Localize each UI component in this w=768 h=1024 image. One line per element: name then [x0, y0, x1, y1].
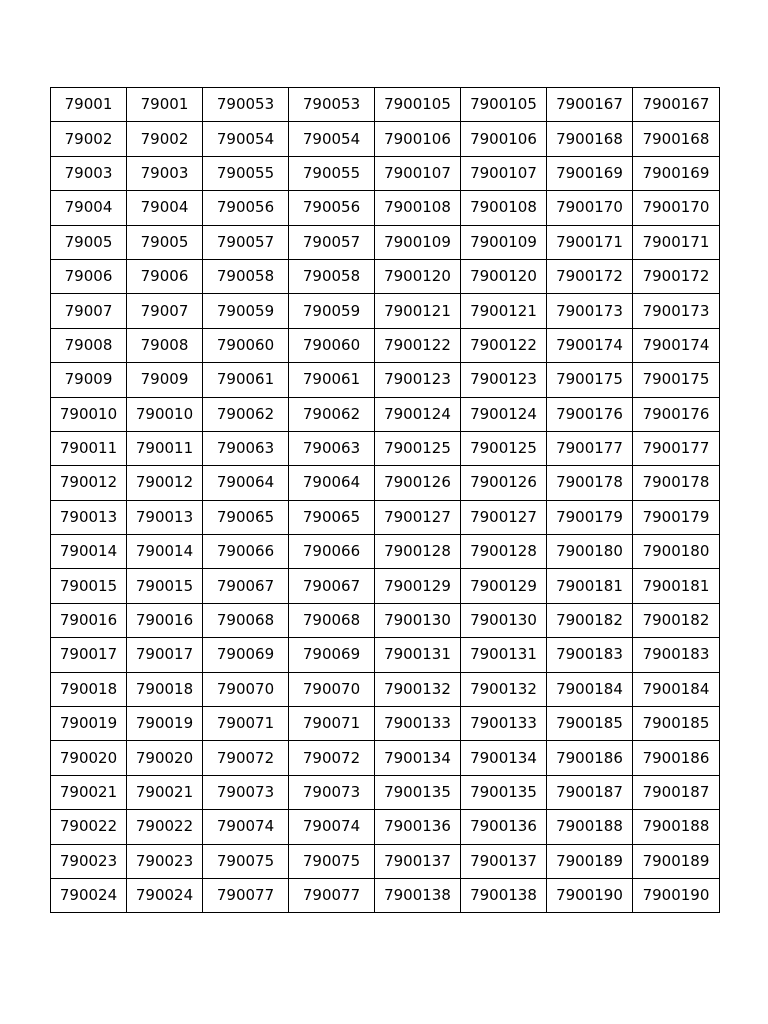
- table-cell: 790058: [289, 259, 375, 293]
- table-cell: 79006: [51, 259, 127, 293]
- table-cell: 790057: [289, 225, 375, 259]
- table-cell: 790075: [203, 844, 289, 878]
- table-cell: 790064: [289, 466, 375, 500]
- table-cell: 79006: [127, 259, 203, 293]
- table-cell: 7900177: [633, 431, 720, 465]
- table-cell: 790060: [289, 328, 375, 362]
- table-cell: 7900184: [633, 672, 720, 706]
- table-cell: 790012: [51, 466, 127, 500]
- table-cell: 790055: [289, 156, 375, 190]
- table-row: [51, 878, 720, 912]
- table-cell: 790061: [289, 363, 375, 397]
- table-cell: 790011: [51, 431, 127, 465]
- table-cell: 790022: [51, 810, 127, 844]
- table-cell: 7900125: [461, 431, 547, 465]
- table-cell: 790067: [289, 569, 375, 603]
- table-cell: 7900173: [633, 294, 720, 328]
- table-cell: 790018: [127, 672, 203, 706]
- table-cell: 790015: [51, 569, 127, 603]
- table-cell: 790022: [127, 810, 203, 844]
- table-cell: 7900107: [461, 156, 547, 190]
- table-cell: 79003: [51, 156, 127, 190]
- table-cell: 790066: [289, 535, 375, 569]
- table-cell: 7900178: [633, 466, 720, 500]
- table-cell: 790010: [127, 397, 203, 431]
- table-cell: 790064: [203, 466, 289, 500]
- table-cell: 7900129: [375, 569, 461, 603]
- table-cell: 7900189: [547, 844, 633, 878]
- table-cell: 7900133: [461, 707, 547, 741]
- table-row: [51, 397, 720, 431]
- table-cell: 7900182: [633, 603, 720, 637]
- table-cell: 79007: [51, 294, 127, 328]
- table-cell: 7900173: [547, 294, 633, 328]
- table-cell: 7900138: [461, 878, 547, 912]
- table-cell: 790011: [127, 431, 203, 465]
- table-cell: 7900135: [461, 775, 547, 809]
- table-cell: 790010: [51, 397, 127, 431]
- table-row: [51, 225, 720, 259]
- table-cell: 7900185: [547, 707, 633, 741]
- table-row: [51, 328, 720, 362]
- table-cell: 790019: [127, 707, 203, 741]
- table-cell: 790021: [127, 775, 203, 809]
- table-cell: 79008: [127, 328, 203, 362]
- table-cell: 790019: [51, 707, 127, 741]
- table-cell: 790013: [127, 500, 203, 534]
- table-cell: 79007: [127, 294, 203, 328]
- table-cell: 7900131: [461, 638, 547, 672]
- table-cell: 790072: [289, 741, 375, 775]
- table-cell: 7900169: [547, 156, 633, 190]
- table-cell: 7900125: [375, 431, 461, 465]
- table-cell: 7900180: [547, 535, 633, 569]
- table-cell: 7900185: [633, 707, 720, 741]
- table-cell: 790054: [289, 122, 375, 156]
- table-cell: 7900190: [633, 878, 720, 912]
- table-cell: 7900189: [633, 844, 720, 878]
- table-cell: 7900186: [547, 741, 633, 775]
- table-cell: 79009: [51, 363, 127, 397]
- table-cell: 7900138: [375, 878, 461, 912]
- table-cell: 7900107: [375, 156, 461, 190]
- table-cell: 7900135: [375, 775, 461, 809]
- table-cell: 790024: [51, 878, 127, 912]
- table-cell: 790075: [289, 844, 375, 878]
- table-cell: 790070: [203, 672, 289, 706]
- table-cell: 7900187: [633, 775, 720, 809]
- table-cell: 790017: [127, 638, 203, 672]
- table-cell: 7900123: [375, 363, 461, 397]
- table-cell: 7900181: [633, 569, 720, 603]
- table-row: [51, 638, 720, 672]
- table-cell: 790074: [289, 810, 375, 844]
- table-cell: 7900183: [547, 638, 633, 672]
- table-cell: 7900105: [461, 88, 547, 122]
- table-cell: 7900106: [461, 122, 547, 156]
- table-cell: 7900121: [461, 294, 547, 328]
- table-cell: 790065: [203, 500, 289, 534]
- table-row: [51, 603, 720, 637]
- table-cell: 7900122: [375, 328, 461, 362]
- table-cell: 790070: [289, 672, 375, 706]
- table-cell: 790062: [203, 397, 289, 431]
- table-cell: 7900179: [633, 500, 720, 534]
- table-cell: 790018: [51, 672, 127, 706]
- table-cell: 7900167: [547, 88, 633, 122]
- table-cell: 7900120: [375, 259, 461, 293]
- table-cell: 7900174: [547, 328, 633, 362]
- table-body: [51, 88, 720, 913]
- table-cell: 7900108: [375, 191, 461, 225]
- table-cell: 79003: [127, 156, 203, 190]
- table-cell: 7900123: [461, 363, 547, 397]
- table-cell: 790053: [289, 88, 375, 122]
- table-cell: 790069: [289, 638, 375, 672]
- table-cell: 7900128: [461, 535, 547, 569]
- table-cell: 7900170: [547, 191, 633, 225]
- table-cell: 790055: [203, 156, 289, 190]
- table-cell: 790057: [203, 225, 289, 259]
- table-cell: 7900134: [461, 741, 547, 775]
- table-cell: 790072: [203, 741, 289, 775]
- table-cell: 7900182: [547, 603, 633, 637]
- table-cell: 7900188: [633, 810, 720, 844]
- table-cell: 790071: [203, 707, 289, 741]
- table-cell: 7900174: [633, 328, 720, 362]
- table-cell: 7900175: [547, 363, 633, 397]
- table-row: [51, 500, 720, 534]
- table-cell: 790014: [127, 535, 203, 569]
- table-cell: 790063: [289, 431, 375, 465]
- table-cell: 790073: [289, 775, 375, 809]
- table-cell: 7900106: [375, 122, 461, 156]
- table-cell: 790020: [51, 741, 127, 775]
- table-row: [51, 466, 720, 500]
- table-cell: 79004: [127, 191, 203, 225]
- table-cell: 790056: [289, 191, 375, 225]
- table-row: [51, 672, 720, 706]
- table-cell: 790059: [289, 294, 375, 328]
- table-cell: 790020: [127, 741, 203, 775]
- table-cell: 790077: [289, 878, 375, 912]
- table-cell: 790053: [203, 88, 289, 122]
- table-cell: 7900172: [633, 259, 720, 293]
- table-cell: 7900184: [547, 672, 633, 706]
- table-row: [51, 88, 720, 122]
- table-cell: 7900136: [375, 810, 461, 844]
- table-cell: 790021: [51, 775, 127, 809]
- table-cell: 7900168: [547, 122, 633, 156]
- table-cell: 79002: [51, 122, 127, 156]
- table-row: [51, 294, 720, 328]
- table-cell: 7900129: [461, 569, 547, 603]
- table-cell: 7900137: [375, 844, 461, 878]
- table-row: [51, 156, 720, 190]
- table-cell: 7900179: [547, 500, 633, 534]
- table-cell: 7900172: [547, 259, 633, 293]
- table-cell: 7900190: [547, 878, 633, 912]
- table-cell: 7900171: [633, 225, 720, 259]
- table-cell: 790017: [51, 638, 127, 672]
- table-cell: 79005: [51, 225, 127, 259]
- table-cell: 79004: [51, 191, 127, 225]
- table-cell: 7900175: [633, 363, 720, 397]
- table-cell: 7900178: [547, 466, 633, 500]
- table-cell: 7900109: [375, 225, 461, 259]
- table-cell: 790065: [289, 500, 375, 534]
- table-cell: 790069: [203, 638, 289, 672]
- table-cell: 790074: [203, 810, 289, 844]
- table-cell: 790054: [203, 122, 289, 156]
- table-cell: 790068: [289, 603, 375, 637]
- table-cell: 7900168: [633, 122, 720, 156]
- table-row: [51, 810, 720, 844]
- table-cell: 7900105: [375, 88, 461, 122]
- table-cell: 790063: [203, 431, 289, 465]
- table-row: [51, 741, 720, 775]
- table-cell: 7900134: [375, 741, 461, 775]
- table-cell: 7900121: [375, 294, 461, 328]
- table-cell: 7900128: [375, 535, 461, 569]
- table-cell: 7900169: [633, 156, 720, 190]
- table-cell: 7900177: [547, 431, 633, 465]
- table-cell: 790068: [203, 603, 289, 637]
- table-cell: 79005: [127, 225, 203, 259]
- table-cell: 79002: [127, 122, 203, 156]
- table-cell: 790058: [203, 259, 289, 293]
- table-row: [51, 363, 720, 397]
- table-cell: 7900137: [461, 844, 547, 878]
- table-cell: 7900132: [461, 672, 547, 706]
- table-cell: 7900176: [547, 397, 633, 431]
- table-cell: 7900167: [633, 88, 720, 122]
- table-cell: 7900124: [375, 397, 461, 431]
- table-cell: 7900180: [633, 535, 720, 569]
- table-cell: 7900130: [375, 603, 461, 637]
- table-row: [51, 569, 720, 603]
- table-cell: 79001: [127, 88, 203, 122]
- table-cell: 7900187: [547, 775, 633, 809]
- table-cell: 7900120: [461, 259, 547, 293]
- table-cell: 7900122: [461, 328, 547, 362]
- table-cell: 7900186: [633, 741, 720, 775]
- table-cell: 790016: [127, 603, 203, 637]
- table-cell: 7900133: [375, 707, 461, 741]
- table-row: [51, 707, 720, 741]
- table-cell: 7900124: [461, 397, 547, 431]
- table-cell: 7900170: [633, 191, 720, 225]
- table-cell: 790060: [203, 328, 289, 362]
- table-cell: 7900109: [461, 225, 547, 259]
- table-cell: 790059: [203, 294, 289, 328]
- table-cell: 790023: [127, 844, 203, 878]
- table-cell: 790062: [289, 397, 375, 431]
- table-cell: 790061: [203, 363, 289, 397]
- table-cell: 790015: [127, 569, 203, 603]
- table-cell: 7900126: [461, 466, 547, 500]
- table-cell: 7900181: [547, 569, 633, 603]
- table-cell: 7900130: [461, 603, 547, 637]
- table-cell: 790016: [51, 603, 127, 637]
- table-cell: 79008: [51, 328, 127, 362]
- table-cell: 790067: [203, 569, 289, 603]
- table-cell: 7900108: [461, 191, 547, 225]
- table-cell: 7900136: [461, 810, 547, 844]
- table-cell: 790077: [203, 878, 289, 912]
- table-cell: 7900131: [375, 638, 461, 672]
- table-cell: 790024: [127, 878, 203, 912]
- table-row: [51, 259, 720, 293]
- table-row: [51, 844, 720, 878]
- table-cell: 7900171: [547, 225, 633, 259]
- table-cell: 790023: [51, 844, 127, 878]
- table-cell: 7900126: [375, 466, 461, 500]
- number-table: [50, 87, 720, 913]
- table-cell: 790071: [289, 707, 375, 741]
- table-row: [51, 191, 720, 225]
- table-cell: 79009: [127, 363, 203, 397]
- table-cell: 7900183: [633, 638, 720, 672]
- table-cell: 7900132: [375, 672, 461, 706]
- table-cell: 79001: [51, 88, 127, 122]
- table-cell: 790056: [203, 191, 289, 225]
- table-cell: 790013: [51, 500, 127, 534]
- table-cell: 790073: [203, 775, 289, 809]
- table-cell: 790014: [51, 535, 127, 569]
- table-cell: 7900127: [461, 500, 547, 534]
- table-cell: 7900176: [633, 397, 720, 431]
- table-row: [51, 775, 720, 809]
- table-cell: 7900188: [547, 810, 633, 844]
- table-row: [51, 535, 720, 569]
- table-cell: 790066: [203, 535, 289, 569]
- table-row: [51, 122, 720, 156]
- table-cell: 7900127: [375, 500, 461, 534]
- table-row: [51, 431, 720, 465]
- table-cell: 790012: [127, 466, 203, 500]
